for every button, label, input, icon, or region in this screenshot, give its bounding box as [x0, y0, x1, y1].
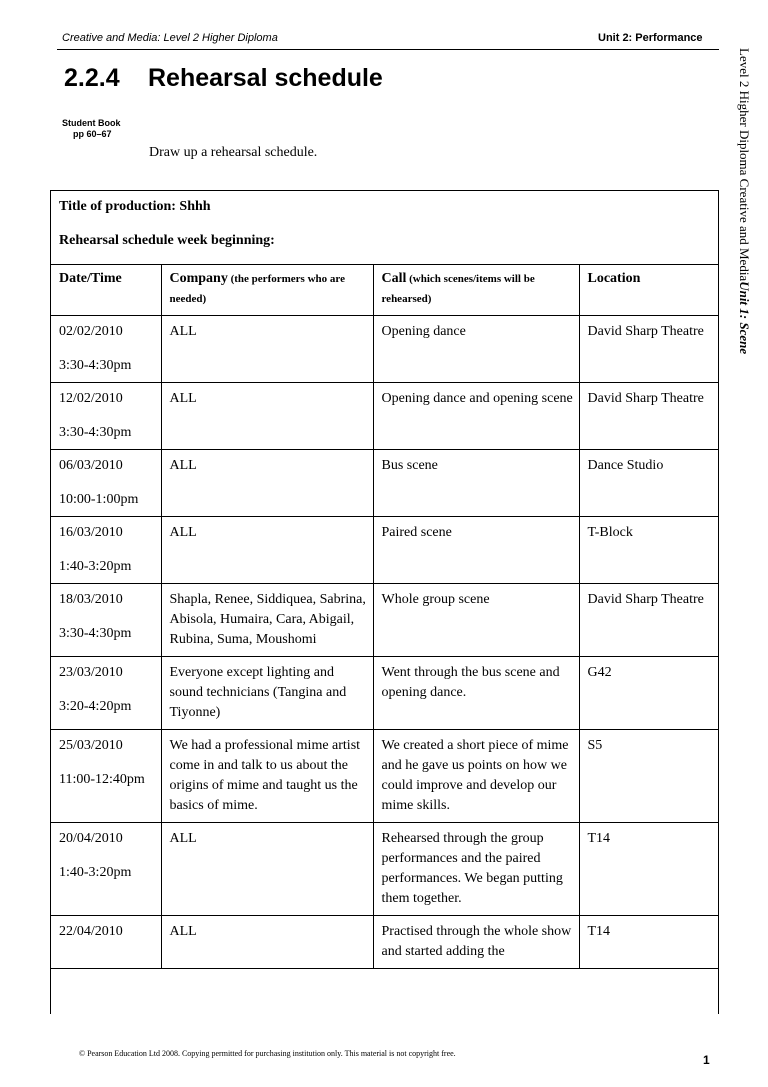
cell-time: 1:40-3:20pm: [59, 865, 132, 880]
student-book-label: Student Book: [62, 118, 121, 128]
cell-location: T-Block: [579, 517, 719, 584]
table-row: [51, 450, 719, 517]
cell-date: 06/03/2010: [59, 458, 123, 473]
table-row: [51, 383, 719, 450]
cell-company: ALL: [161, 823, 373, 916]
cell-location: Dance Studio: [579, 450, 719, 517]
cell-time: 1:40-3:20pm: [59, 559, 132, 574]
cell-company: We had a professional mime artist come in and talk to us about the origins of mime and taught us the basics of mime.: [161, 730, 373, 823]
instruction-text: Draw up a rehearsal schedule.: [149, 145, 318, 160]
cell-call: Whole group scene: [373, 584, 579, 657]
cell-date-time: [51, 584, 161, 657]
cell-call: Rehearsed through the group performances and the paired performances. We began putting them together.: [373, 823, 579, 916]
header-course-title: Creative and Media: Level 2 Higher Diploma: [62, 32, 278, 44]
header-company: [161, 265, 373, 316]
header-call-note: (which scenes/items will be rehearsed): [381, 273, 535, 305]
table-row: [51, 584, 719, 657]
table-header-row: [51, 265, 719, 316]
header-unit-title: Unit 2: Performance: [598, 32, 703, 44]
cell-call: Paired scene: [373, 517, 579, 584]
cell-company: ALL: [161, 450, 373, 517]
header-date-time: Date/Time: [51, 265, 161, 316]
cell-date: 18/03/2010: [59, 592, 123, 607]
cell-date-time: [51, 383, 161, 450]
copyright-notice: © Pearson Education Ltd 2008. Copying permitted for purchasing institution only. This material is not copyright free.: [79, 1049, 456, 1058]
rehearsal-schedule-form: [50, 190, 719, 1014]
header-call: [373, 265, 579, 316]
header-location: Location: [579, 265, 719, 316]
cell-date: 23/03/2010: [59, 665, 123, 680]
table-row: [51, 730, 719, 823]
cell-location: G42: [579, 657, 719, 730]
table-row: [51, 916, 719, 969]
student-book-reference: [62, 118, 121, 140]
cell-call: We created a short piece of mime and he gave us points on how we could improve and develop our mime skills.: [373, 730, 579, 823]
cell-date-time: [51, 657, 161, 730]
cell-location: S5: [579, 730, 719, 823]
side-text-bold: Unit 1: Scene: [737, 281, 752, 355]
cell-date: 02/02/2010: [59, 324, 123, 339]
cell-location: T14: [579, 916, 719, 969]
page-number: 1: [703, 1053, 710, 1067]
page-title: [64, 64, 383, 93]
cell-date-time: [51, 730, 161, 823]
side-margin-text: [736, 48, 752, 354]
table-row: [51, 316, 719, 383]
cell-location: T14: [579, 823, 719, 916]
cell-time: 3:30-4:30pm: [59, 358, 132, 373]
table-row: [51, 657, 719, 730]
table-row: [51, 517, 719, 584]
cell-date-time: [51, 450, 161, 517]
production-info: [51, 191, 718, 265]
schedule-table: [51, 265, 719, 969]
header-call-label: Call: [381, 271, 407, 286]
week-beginning-line: Rehearsal schedule week beginning:: [59, 233, 275, 248]
section-number: 2.2.4: [64, 64, 120, 92]
cell-date: 25/03/2010: [59, 738, 123, 753]
table-row: [51, 823, 719, 916]
cell-date-time: [51, 823, 161, 916]
cell-date: 22/04/2010: [59, 924, 123, 939]
cell-location: David Sharp Theatre: [579, 316, 719, 383]
cell-company: Shapla, Renee, Siddiquea, Sabrina, Abisola, Humaira, Cara, Abigail, Rubina, Suma, Moushomi: [161, 584, 373, 657]
header-rule: [57, 49, 719, 50]
cell-time: 3:20-4:20pm: [59, 699, 132, 714]
cell-call: Bus scene: [373, 450, 579, 517]
side-text-normal: Level 2 Higher Diploma Creative and Media: [737, 48, 752, 282]
cell-company: Everyone except lighting and sound technicians (Tangina and Tiyonne): [161, 657, 373, 730]
cell-call: Went through the bus scene and opening dance.: [373, 657, 579, 730]
cell-location: David Sharp Theatre: [579, 584, 719, 657]
student-book-pages: pp 60–67: [73, 129, 112, 139]
cell-company: ALL: [161, 383, 373, 450]
cell-time: 10:00-1:00pm: [59, 492, 139, 507]
cell-date-time: [51, 316, 161, 383]
cell-time: 11:00-12:40pm: [59, 772, 145, 787]
cell-company: ALL: [161, 517, 373, 584]
cell-date: 20/04/2010: [59, 831, 123, 846]
cell-date: 16/03/2010: [59, 525, 123, 540]
cell-date-time: [51, 916, 161, 969]
cell-date: 12/02/2010: [59, 391, 123, 406]
cell-time: 3:30-4:30pm: [59, 626, 132, 641]
cell-time: 3:30-4:30pm: [59, 425, 132, 440]
cell-date-time: [51, 517, 161, 584]
cell-company: ALL: [161, 916, 373, 969]
header-company-label: Company: [169, 271, 228, 286]
cell-call: Opening dance: [373, 316, 579, 383]
cell-company: ALL: [161, 316, 373, 383]
header-company-note: (the performers who are needed): [169, 273, 345, 305]
cell-call: Practised through the whole show and started adding the: [373, 916, 579, 969]
production-title-line: Title of production: Shhh: [59, 199, 211, 214]
cell-location: David Sharp Theatre: [579, 383, 719, 450]
section-title: Rehearsal schedule: [148, 64, 383, 92]
cell-call: Opening dance and opening scene: [373, 383, 579, 450]
